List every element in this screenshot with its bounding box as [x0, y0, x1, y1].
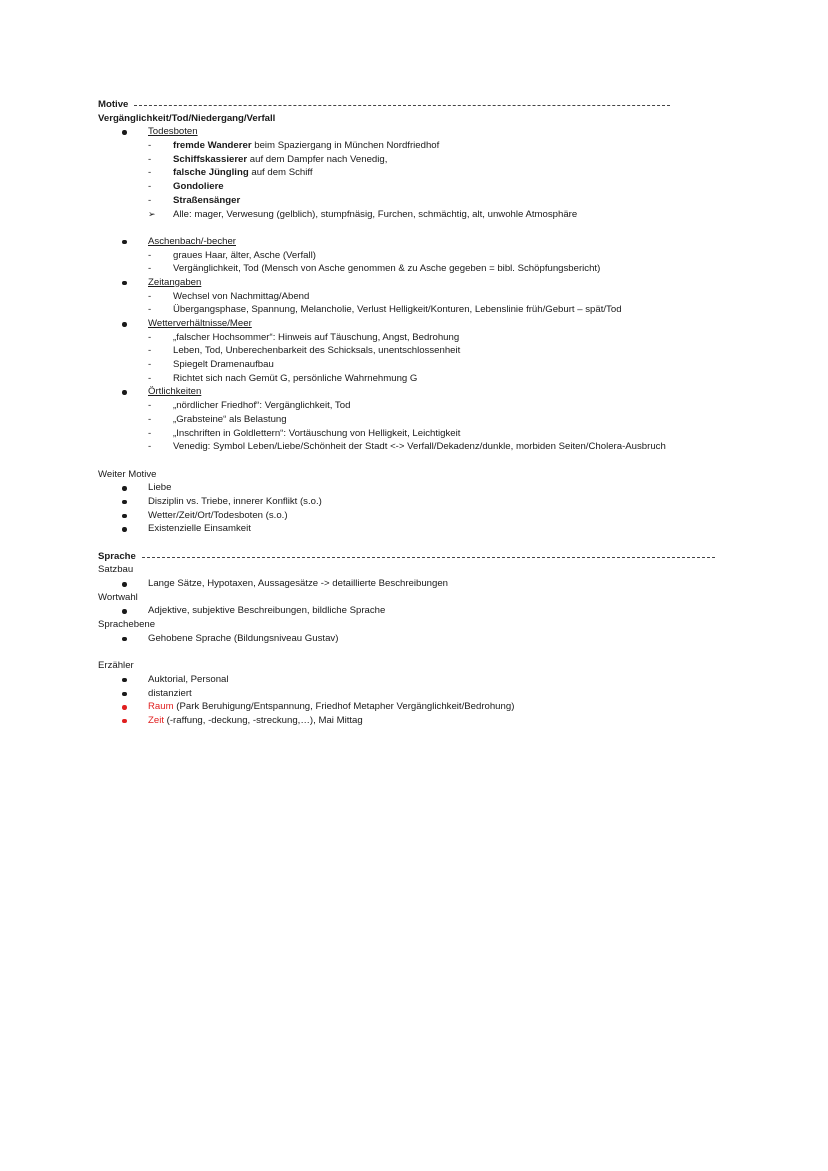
- list-item: Auktorial, Personal: [98, 673, 738, 687]
- oertlichkeiten-label: Örtlichkeiten: [148, 386, 202, 398]
- dash-icon: -: [148, 140, 152, 152]
- sprache-heading: Sprache: [98, 550, 136, 562]
- satzbau-label: Satzbau: [98, 564, 134, 576]
- dash-icon: -: [148, 304, 152, 316]
- list-item: - Richtet sich nach Gemüt G, persönliche Wahrnehmung G: [148, 372, 418, 384]
- wetter-label: Wetterverhältnisse/Meer: [148, 318, 252, 329]
- bullet-dot-icon: [122, 500, 127, 505]
- bullet-dot-icon: [122, 281, 127, 286]
- list-item-raum: Raum (Park Beruhigung/Entspannung, Friedhof Metapher Vergänglichkeit/Bedrohung): [98, 700, 738, 714]
- list-item-todesboten: [98, 125, 738, 139]
- zeitangaben-label: Zeitangaben: [148, 276, 202, 288]
- dash-icon: -: [148, 413, 152, 425]
- dash-icon: -: [148, 441, 152, 453]
- motive-heading-row: [98, 98, 670, 112]
- list-item-zeitangaben: [98, 276, 738, 290]
- wortwahl-label: Wortwahl: [98, 591, 138, 603]
- list-item: - falsche Jüngling auf dem Schiff: [148, 167, 313, 179]
- list-item: Existenzielle Einsamkeit: [98, 522, 738, 536]
- weitere-heading: Weiter Motive: [98, 468, 157, 480]
- dash-icon: -: [148, 372, 152, 384]
- list-item-aschenbach: [98, 235, 738, 249]
- bullet-dot-icon: [122, 240, 127, 245]
- dash-icon: -: [148, 290, 152, 302]
- dash-icon: -: [148, 345, 152, 357]
- dash-icon: -: [148, 359, 152, 371]
- bullet-dot-icon: [122, 527, 127, 532]
- dash-icon: -: [148, 427, 152, 439]
- bullet-dot-icon: [122, 130, 127, 135]
- erzaehler-heading: Erzähler: [98, 660, 134, 672]
- list-item: distanziert: [98, 687, 738, 701]
- bullet-dot-icon: [122, 609, 127, 614]
- bullet-dot-icon: [122, 705, 127, 710]
- list-item-summary: ➢ Alle: mager, Verwesung (gelblich), stumpfnäsig, Furchen, schmächtig, alt, unwohle Atmosphäre: [148, 208, 578, 220]
- list-item: - Wechsel von Nachmittag/Abend: [148, 290, 310, 302]
- list-item: Lange Sätze, Hypotaxen, Aussagesätze -> detaillierte Beschreibungen: [98, 577, 738, 591]
- list-item: Gehobene Sprache (Bildungsniveau Gustav): [98, 632, 738, 646]
- arrow-bullet-icon: ➢: [148, 208, 156, 219]
- dash-icon: -: [148, 331, 152, 343]
- list-item: Wetter/Zeit/Ort/Todesboten (s.o.): [98, 509, 738, 523]
- list-item: - „Inschriften in Goldlettern“: Vortäuschung von Helligkeit, Leichtigkeit: [148, 427, 461, 439]
- bullet-dot-icon: [122, 322, 127, 327]
- dash-icon: -: [148, 181, 152, 193]
- list-item: - Schiffskassierer auf dem Dampfer nach Venedig,: [148, 153, 388, 165]
- list-item: - Spiegelt Dramenaufbau: [148, 359, 274, 371]
- list-item: - Gondoliere: [148, 181, 224, 193]
- dash-icon: -: [148, 263, 152, 275]
- list-item: - graues Haar, älter, Asche (Verfall): [148, 249, 316, 261]
- document-page: [98, 98, 738, 728]
- list-item: Disziplin vs. Triebe, innerer Konflikt (s.o.): [98, 495, 738, 509]
- bullet-dot-icon: [122, 637, 127, 642]
- bullet-dot-icon: [122, 678, 127, 683]
- bullet-dot-icon: [122, 692, 127, 697]
- dash-icon: -: [148, 153, 152, 165]
- list-item: - Leben, Tod, Unberechenbarkeit des Schicksals, unentschlossenheit: [148, 345, 461, 357]
- list-item: - fremde Wanderer beim Spaziergang in München Nordfriedhof: [148, 140, 440, 152]
- dash-icon: -: [148, 249, 152, 261]
- bullet-dot-icon: [122, 719, 127, 724]
- dashed-rule: [134, 105, 670, 106]
- motive-heading: Motive: [98, 99, 129, 110]
- list-item: Liebe: [98, 481, 738, 495]
- list-item: - „falscher Hochsommer“: Hinweis auf Täuschung, Angst, Bedrohung: [148, 331, 460, 343]
- list-item: - „Grabsteine“ als Belastung: [148, 413, 287, 425]
- todesboten-label: Todesboten: [148, 126, 198, 138]
- list-item-oertlichkeiten: [98, 385, 738, 399]
- bullet-dot-icon: [122, 390, 127, 395]
- list-item: - Übergangsphase, Spannung, Melancholie, Verlust Helligkeit/Konturen, Lebenslinie früh/Geburt – spät/Tod: [148, 304, 622, 316]
- list-item-zeit: Zeit (-raffung, -deckung, -streckung,…), Mai Mittag: [98, 714, 738, 728]
- list-item: Adjektive, subjektive Beschreibungen, bildliche Sprache: [98, 604, 738, 618]
- bullet-dot-icon: [122, 514, 127, 519]
- list-item: - Straßensänger: [148, 194, 241, 206]
- dash-icon: -: [148, 400, 152, 412]
- list-item-wetter: [98, 317, 738, 331]
- bullet-dot-icon: [122, 582, 127, 587]
- list-item: - Venedig: Symbol Leben/Liebe/Schönheit der Stadt <-> Verfall/Dekadenz/dunkle, morbiden Seiten/Cholera-Ausbruch: [148, 441, 666, 453]
- list-item: - Vergänglichkeit, Tod (Mensch von Asche genommen & zu Asche gegeben = bibl. Schöpfungsbericht): [148, 263, 601, 275]
- motive-subheading: Vergänglichkeit/Tod/Niedergang/Verfall: [98, 112, 276, 124]
- sprache-heading-row: [98, 550, 715, 564]
- sprachebene-label: Sprachebene: [98, 619, 156, 631]
- dash-icon: -: [148, 194, 152, 206]
- bullet-dot-icon: [122, 486, 127, 491]
- list-item: - „nördlicher Friedhof“: Vergänglichkeit, Tod: [148, 400, 351, 412]
- dash-icon: -: [148, 167, 152, 179]
- dashed-rule: [142, 557, 715, 558]
- aschenbach-label: Aschenbach/-becher: [148, 235, 236, 247]
